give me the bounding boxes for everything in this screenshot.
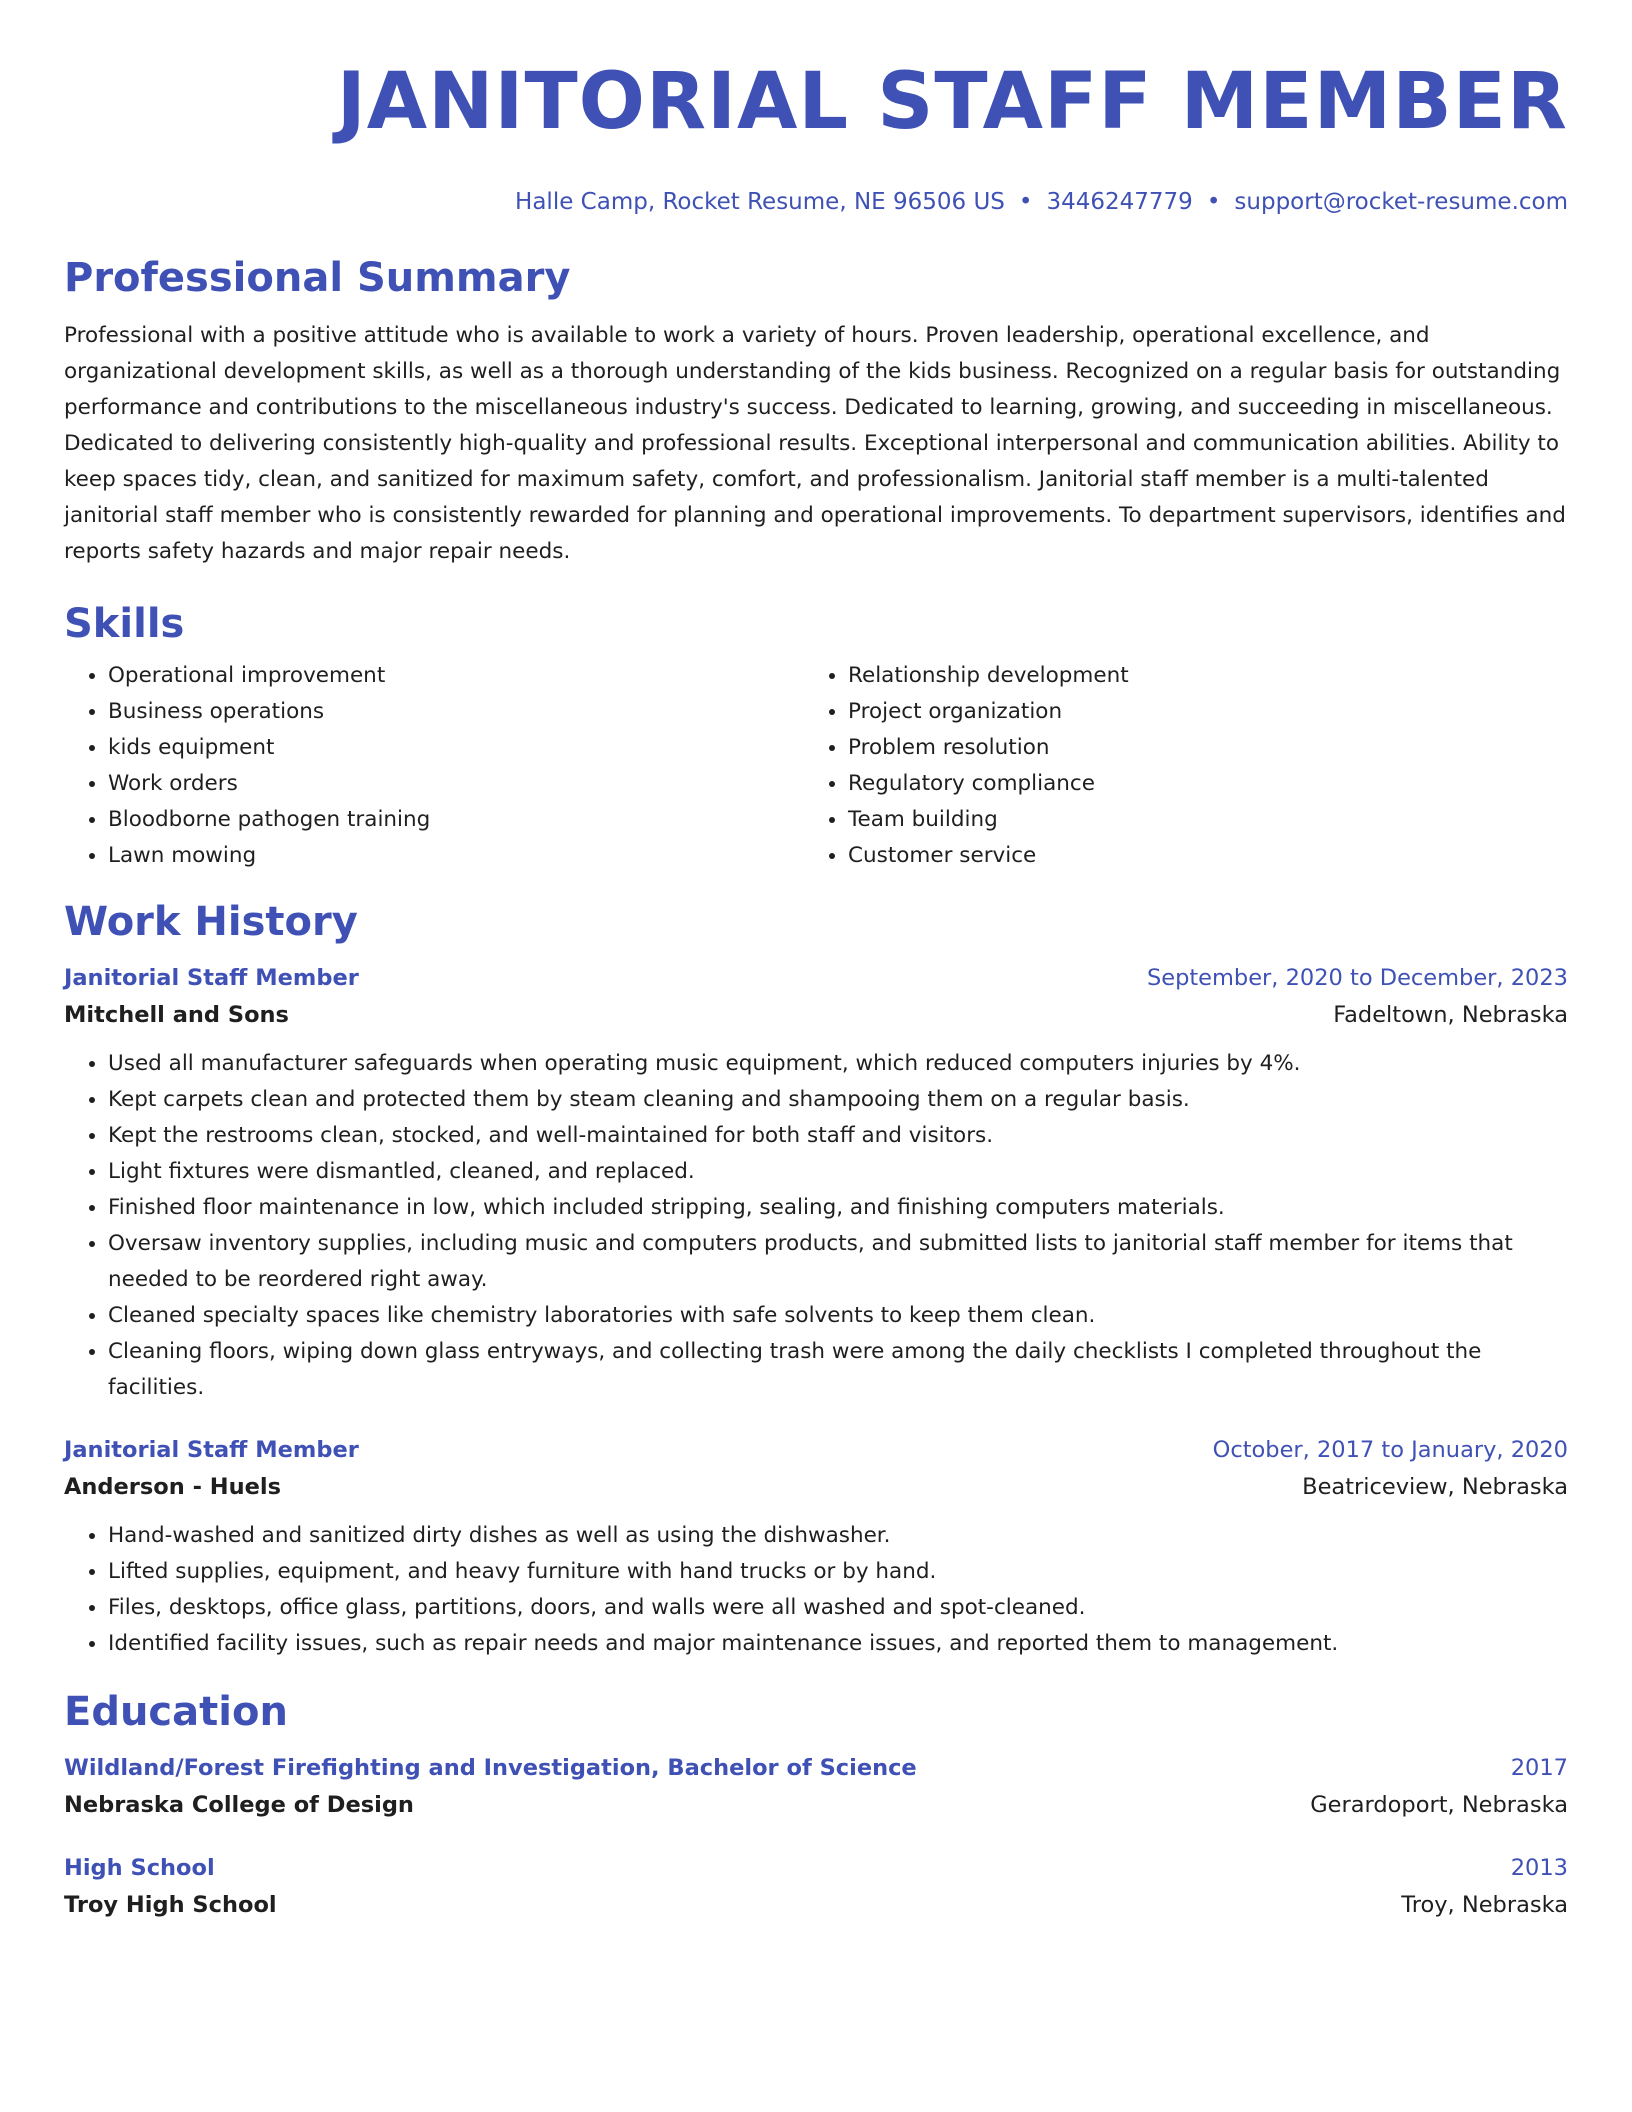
job-header-row (64, 960, 1568, 996)
job-bullet: • Kept carpets clean and protected them by steam cleaning and shampooing them on a regular basis. (108, 1082, 1568, 1118)
section-title-summary: Professional Summary (64, 255, 571, 301)
skill-item: • kids equipment (108, 730, 804, 766)
skill-item: • Regulatory compliance (848, 766, 1544, 802)
skill-item: • Relationship development (848, 658, 1544, 694)
job-dates: September, 2020 to December, 2023 (1146, 965, 1568, 991)
skill-item: • Operational improvement (108, 658, 804, 694)
summary-text: Professional with a positive attitude who is available to work a variety of hours. Proven leadership, operational excellence, and organizational development skills, as well as a thorough understanding of the kids business. Recognized on a regular basis for outstanding performance and contributions to the miscellaneous industry's success. Dedicated to learning, growing, and succeeding in miscellaneous. Dedicated to delivering consistently high-quality and professional results. Exceptional interpersonal and communication abilities. Ability to keep spaces tidy, clean, and sanitized for maximum safety, comfort, and professionalism. Janitorial staff member is a multi-talented janitorial staff member who is consistently rewarded for planning and operational improvements. To department supervisors, identifies and reports safety hazards and major repair needs. (64, 323, 1566, 564)
job-bullet: • Hand-washed and sanitized dirty dishes as well as using the dishwasher. (108, 1518, 1568, 1554)
job-company: Anderson - Huels (64, 1474, 281, 1500)
education-school-row (64, 1886, 1568, 1924)
contact-separator: • (1206, 189, 1221, 215)
education-header-row (64, 1850, 1568, 1886)
job-bullet: • Files, desktops, office glass, partitions, doors, and walls were all washed and spot-cleaned. (108, 1590, 1568, 1626)
job-bullet: • Cleaning floors, wiping down glass entryways, and collecting trash were among the daily checklists I completed throughout the facilities. (108, 1334, 1568, 1406)
skills-list-right (804, 658, 1544, 874)
job-bullet: • Used all manufacturer safeguards when operating music equipment, which reduced computers injuries by 4%. (108, 1046, 1568, 1082)
work-history-section (64, 898, 1568, 1662)
job-entry (64, 960, 1568, 1406)
education-year: 2013 (1510, 1855, 1568, 1881)
resume-header (64, 52, 1568, 216)
contact-address: Halle Camp, Rocket Resume, NE 96506 US (515, 189, 1005, 215)
summary-section (64, 254, 1568, 570)
contact-phone[interactable]: 3446247779 (1046, 189, 1193, 215)
education-location: Troy, Nebraska (1401, 1892, 1568, 1918)
job-company-row (64, 1468, 1568, 1506)
skill-item: • Bloodborne pathogen training (108, 802, 804, 838)
skill-item: • Work orders (108, 766, 804, 802)
job-title: Janitorial Staff Member (64, 1437, 359, 1463)
skills-section (64, 600, 1568, 874)
job-bullet: • Lifted supplies, equipment, and heavy furniture with hand trucks or by hand. (108, 1554, 1568, 1590)
skill-item: • Project organization (848, 694, 1544, 730)
education-degree: Wildland/Forest Firefighting and Investigation, Bachelor of Science (64, 1755, 917, 1781)
job-company-row (64, 996, 1568, 1034)
job-bullet: • Light fixtures were dismantled, cleaned, and replaced. (108, 1154, 1568, 1190)
contact-email[interactable]: support@rocket-resume.com (1234, 189, 1568, 215)
job-bullet: • Finished floor maintenance in low, which included stripping, sealing, and finishing computers materials. (108, 1190, 1568, 1226)
education-school: Troy High School (64, 1892, 277, 1918)
job-bullet: • Oversaw inventory supplies, including music and computers products, and submitted lists to janitorial staff member for items that needed to be reordered right away. (108, 1226, 1568, 1298)
job-bullet: • Identified facility issues, such as repair needs and major maintenance issues, and reported them to management. (108, 1626, 1568, 1662)
skill-item: • Customer service (848, 838, 1544, 874)
contact-line (64, 188, 1568, 216)
education-entry (64, 1850, 1568, 1924)
job-company: Mitchell and Sons (64, 1002, 289, 1028)
job-bullet: • Cleaned specialty spaces like chemistry laboratories with safe solvents to keep them clean. (108, 1298, 1568, 1334)
job-header-row (64, 1432, 1568, 1468)
section-title-education: Education (64, 1689, 288, 1735)
section-title-work-history: Work History (64, 899, 358, 945)
candidate-name: JANITORIAL STAFF MEMBER (336, 57, 1568, 147)
skills-columns (64, 658, 1568, 874)
education-school-row (64, 1786, 1568, 1824)
education-section (64, 1688, 1568, 1924)
education-header-row (64, 1750, 1568, 1786)
skill-item: • Business operations (108, 694, 804, 730)
job-entry (64, 1432, 1568, 1662)
job-location: Beatriceview, Nebraska (1302, 1474, 1568, 1500)
job-title: Janitorial Staff Member (64, 965, 359, 991)
skill-item: • Problem resolution (848, 730, 1544, 766)
contact-separator: • (1018, 189, 1033, 215)
skill-item: • Lawn mowing (108, 838, 804, 874)
job-bullet: • Kept the restrooms clean, stocked, and well-maintained for both staff and visitors. (108, 1118, 1568, 1154)
job-dates: October, 2017 to January, 2020 (1212, 1437, 1568, 1463)
education-year: 2017 (1510, 1755, 1568, 1781)
job-bullets (64, 1046, 1568, 1406)
education-entry (64, 1750, 1568, 1824)
education-degree: High School (64, 1855, 215, 1881)
skill-item: • Team building (848, 802, 1544, 838)
section-title-skills: Skills (64, 601, 185, 647)
education-school: Nebraska College of Design (64, 1792, 414, 1818)
job-bullets (64, 1518, 1568, 1662)
education-location: Gerardoport, Nebraska (1310, 1792, 1568, 1818)
job-location: Fadeltown, Nebraska (1333, 1002, 1568, 1028)
skills-list-left (64, 658, 804, 874)
